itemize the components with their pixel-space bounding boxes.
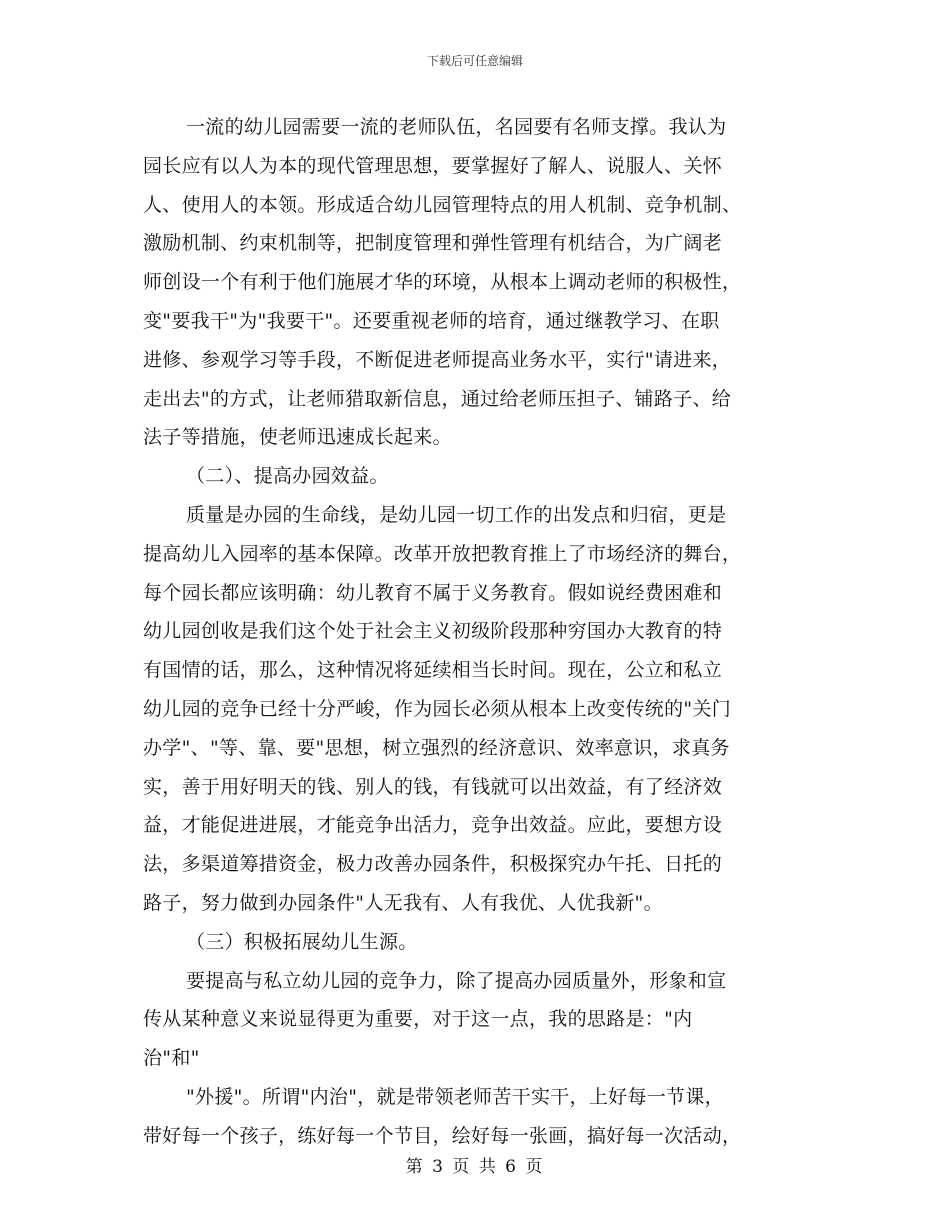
section-heading: （三）积极拓展幼儿生源。 — [186, 930, 418, 953]
text-line: 走出去"的方式，让老师猎取新信息，通过给老师压担子、铺路子、给 — [143, 387, 732, 410]
text-line: 实，善于用好明天的钱、别人的钱，有钱就可以出效益，有了经济效 — [143, 775, 723, 798]
text-line: 带好每一个孩子，练好每一个节目，绘好每一张画，搞好每一次活动， — [143, 1124, 742, 1147]
page-header: 下载后可任意编辑 — [426, 54, 523, 68]
text-line: 人、使用人的本领。形成适合幼儿园管理特点的用人机制、竞争机制、 — [143, 193, 742, 216]
text-line: 变"要我干"为"我要干"。还要重视老师的培育，通过继教学习、在职 — [143, 309, 720, 332]
document-body — [143, 108, 808, 1156]
text-line: 每个园长都应该明确：幼儿教育不属于义务教育。假如说经费困难和 — [143, 581, 723, 604]
text-line: 要提高与私立幼儿园的竞争力，除了提高办园质量外，形象和宣 — [186, 969, 727, 992]
text-line: 提高幼儿入园率的基本保障。改革开放把教育推上了市场经济的舞台， — [143, 542, 742, 565]
text-line: 有国情的话，那么，这种情况将延续相当长时间。现在，公立和私立 — [143, 659, 723, 682]
text-line: 路子，努力做到办园条件"人无我有、人有我优、人优我新"。 — [143, 891, 663, 914]
text-line: 激励机制、约束机制等，把制度管理和弹性管理有机结合，为广阔老 — [143, 232, 723, 255]
text-line: 师创设一个有利于他们施展才华的环境，从根本上调动老师的积极性， — [143, 271, 742, 294]
text-line: 法子等措施，使老师迅速成长起来。 — [143, 426, 452, 449]
text-line: 幼儿园创收是我们这个处于社会主义初级阶段那种穷国办大教育的特 — [143, 620, 723, 643]
text-line: 传从某种意义来说显得更为重要，对于这一点，我的思路是："内 — [143, 1008, 693, 1031]
text-line: 幼儿园的竞争已经十分严峻，作为园长必须从根本上改变传统的"关门 — [143, 697, 732, 720]
text-line: 办学"、"等、靠、要"思想，树立强烈的经济意识、效率意识，求真务 — [143, 736, 730, 759]
text-line: 一流的幼儿园需要一流的老师队伍，名园要有名师支撑。我认为 — [186, 116, 727, 138]
text-line: 法，多渠道筹措资金，极力改善办园条件，积极探究办午托、日托的 — [143, 853, 723, 876]
text-line: 进修、参观学习等手段，不断促进老师提高业务水平，实行"请进来， — [143, 348, 732, 371]
section-heading: （二）、提高办园效益。 — [186, 465, 389, 488]
text-line: 质量是办园的生命线，是幼儿园一切工作的出发点和归宿，更是 — [186, 503, 727, 526]
text-line: "外援"。所谓"内治"，就是带领老师苦干实干，上好每一节课， — [186, 1085, 724, 1108]
text-line: 益，才能促进进展，才能竞争出活力，竞争出效益。应此，要想方设 — [143, 814, 723, 837]
text-line: 园长应有以人为本的现代管理思想，要掌握好了解人、说服人、关怀 — [143, 154, 723, 177]
page-footer: 第 3 页 共 6 页 — [405, 1157, 545, 1177]
text-line: 治"和" — [143, 1047, 200, 1070]
